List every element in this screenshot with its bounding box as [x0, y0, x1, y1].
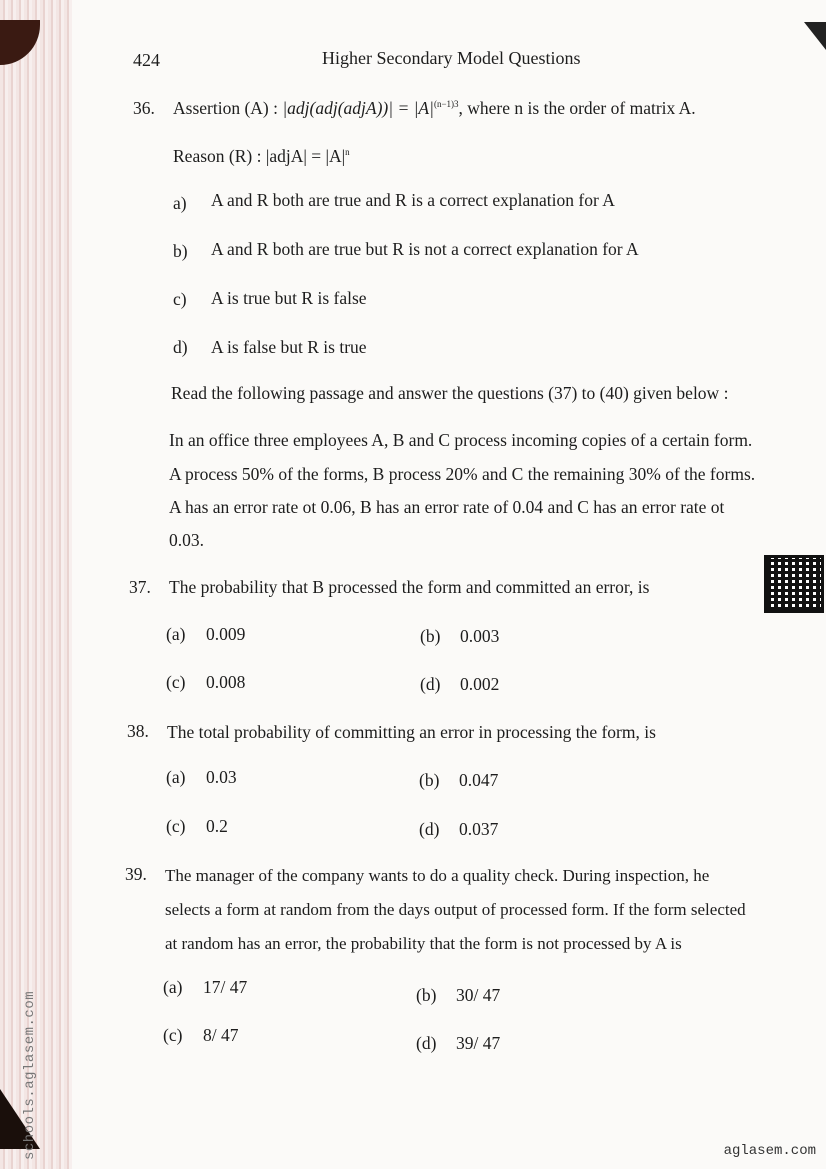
option-label: (a): [163, 977, 183, 997]
passage-intro: Read the following passage and answer the questions (37) to (40) given below :: [171, 383, 729, 403]
option-label: c): [173, 289, 187, 309]
assertion-formula: |adj(adj(adjA))| = |A|: [282, 98, 434, 118]
page-number: 424: [133, 50, 160, 70]
option-label: (c): [163, 1025, 183, 1045]
option-text: 17/ 47: [203, 977, 248, 997]
option-label: (b): [420, 626, 441, 646]
option-label: (b): [419, 770, 440, 790]
question-text: selects a form at random from the days output of processed form. If the form selected: [165, 900, 746, 919]
passage-line: A has an error rate ot 0.06, B has an error rate of 0.04 and C has an error rate ot: [169, 497, 725, 517]
option-text: 0.003: [460, 626, 500, 646]
question-number: 36.: [133, 98, 155, 118]
option-text: 0.047: [459, 770, 499, 790]
option-label: (a): [166, 767, 186, 787]
option-text: 0.002: [460, 674, 500, 694]
passage-line: 0.03.: [169, 530, 204, 550]
option-label: (c): [166, 816, 186, 836]
passage-line: A process 50% of the forms, B process 20% and C the remaining 30% of the forms.: [169, 464, 756, 484]
option-text: 0.03: [206, 767, 237, 787]
option-label: (c): [166, 672, 186, 692]
question-text: The total probability of committing an error in processing the form, is: [167, 722, 656, 742]
option-text: 0.2: [206, 816, 228, 836]
question-number: 39.: [125, 864, 147, 884]
running-title: Higher Secondary Model Questions: [322, 48, 581, 68]
question-text: The probability that B processed the form and committed an error, is: [169, 577, 650, 597]
assertion-label: Assertion (A) :: [173, 98, 278, 118]
passage-line: In an office three employees A, B and C process incoming copies of a certain form.: [169, 430, 753, 450]
option-label: (d): [420, 674, 441, 694]
option-label: d): [173, 337, 188, 357]
option-text: A is false but R is true: [211, 337, 367, 357]
watermark-left: schools.aglasem.com: [22, 990, 38, 1160]
reason: [173, 146, 350, 167]
reason-exponent: n: [345, 147, 350, 158]
option-label: (a): [166, 624, 186, 644]
option-text: 30/ 47: [456, 985, 501, 1005]
option-text: A and R both are true but R is not a correct explanation for A: [211, 239, 639, 259]
qr-code[interactable]: [764, 555, 824, 613]
option-label: (d): [416, 1033, 437, 1053]
watermark-right: aglasem.com: [723, 1143, 816, 1159]
option-text: A is true but R is false: [211, 288, 367, 308]
option-label: (d): [419, 819, 440, 839]
assertion-rest: , where n is the order of matrix A.: [458, 98, 696, 118]
question-text: at random has an error, the probability that the form is not processed by A is: [165, 934, 682, 953]
option-text: 0.037: [459, 819, 499, 839]
option-text: 8/ 47: [203, 1025, 239, 1045]
question-number: 38.: [127, 721, 149, 741]
option-label: (b): [416, 985, 437, 1005]
page-corner-shadow: [804, 22, 826, 50]
option-text: A and R both are true and R is a correct explanation for A: [211, 190, 615, 210]
question-text: The manager of the company wants to do a quality check. During inspection, he: [165, 866, 710, 885]
option-label: a): [173, 193, 187, 213]
option-text: 0.008: [206, 672, 246, 692]
option-text: 39/ 47: [456, 1033, 501, 1053]
assertion: [173, 98, 696, 119]
option-label: b): [173, 241, 188, 261]
question-number: 37.: [129, 577, 151, 597]
reason-text: Reason (R) : |adjA| = |A|: [173, 146, 346, 166]
option-text: 0.009: [206, 624, 246, 644]
assertion-exponent: (n−1)3: [433, 99, 459, 110]
